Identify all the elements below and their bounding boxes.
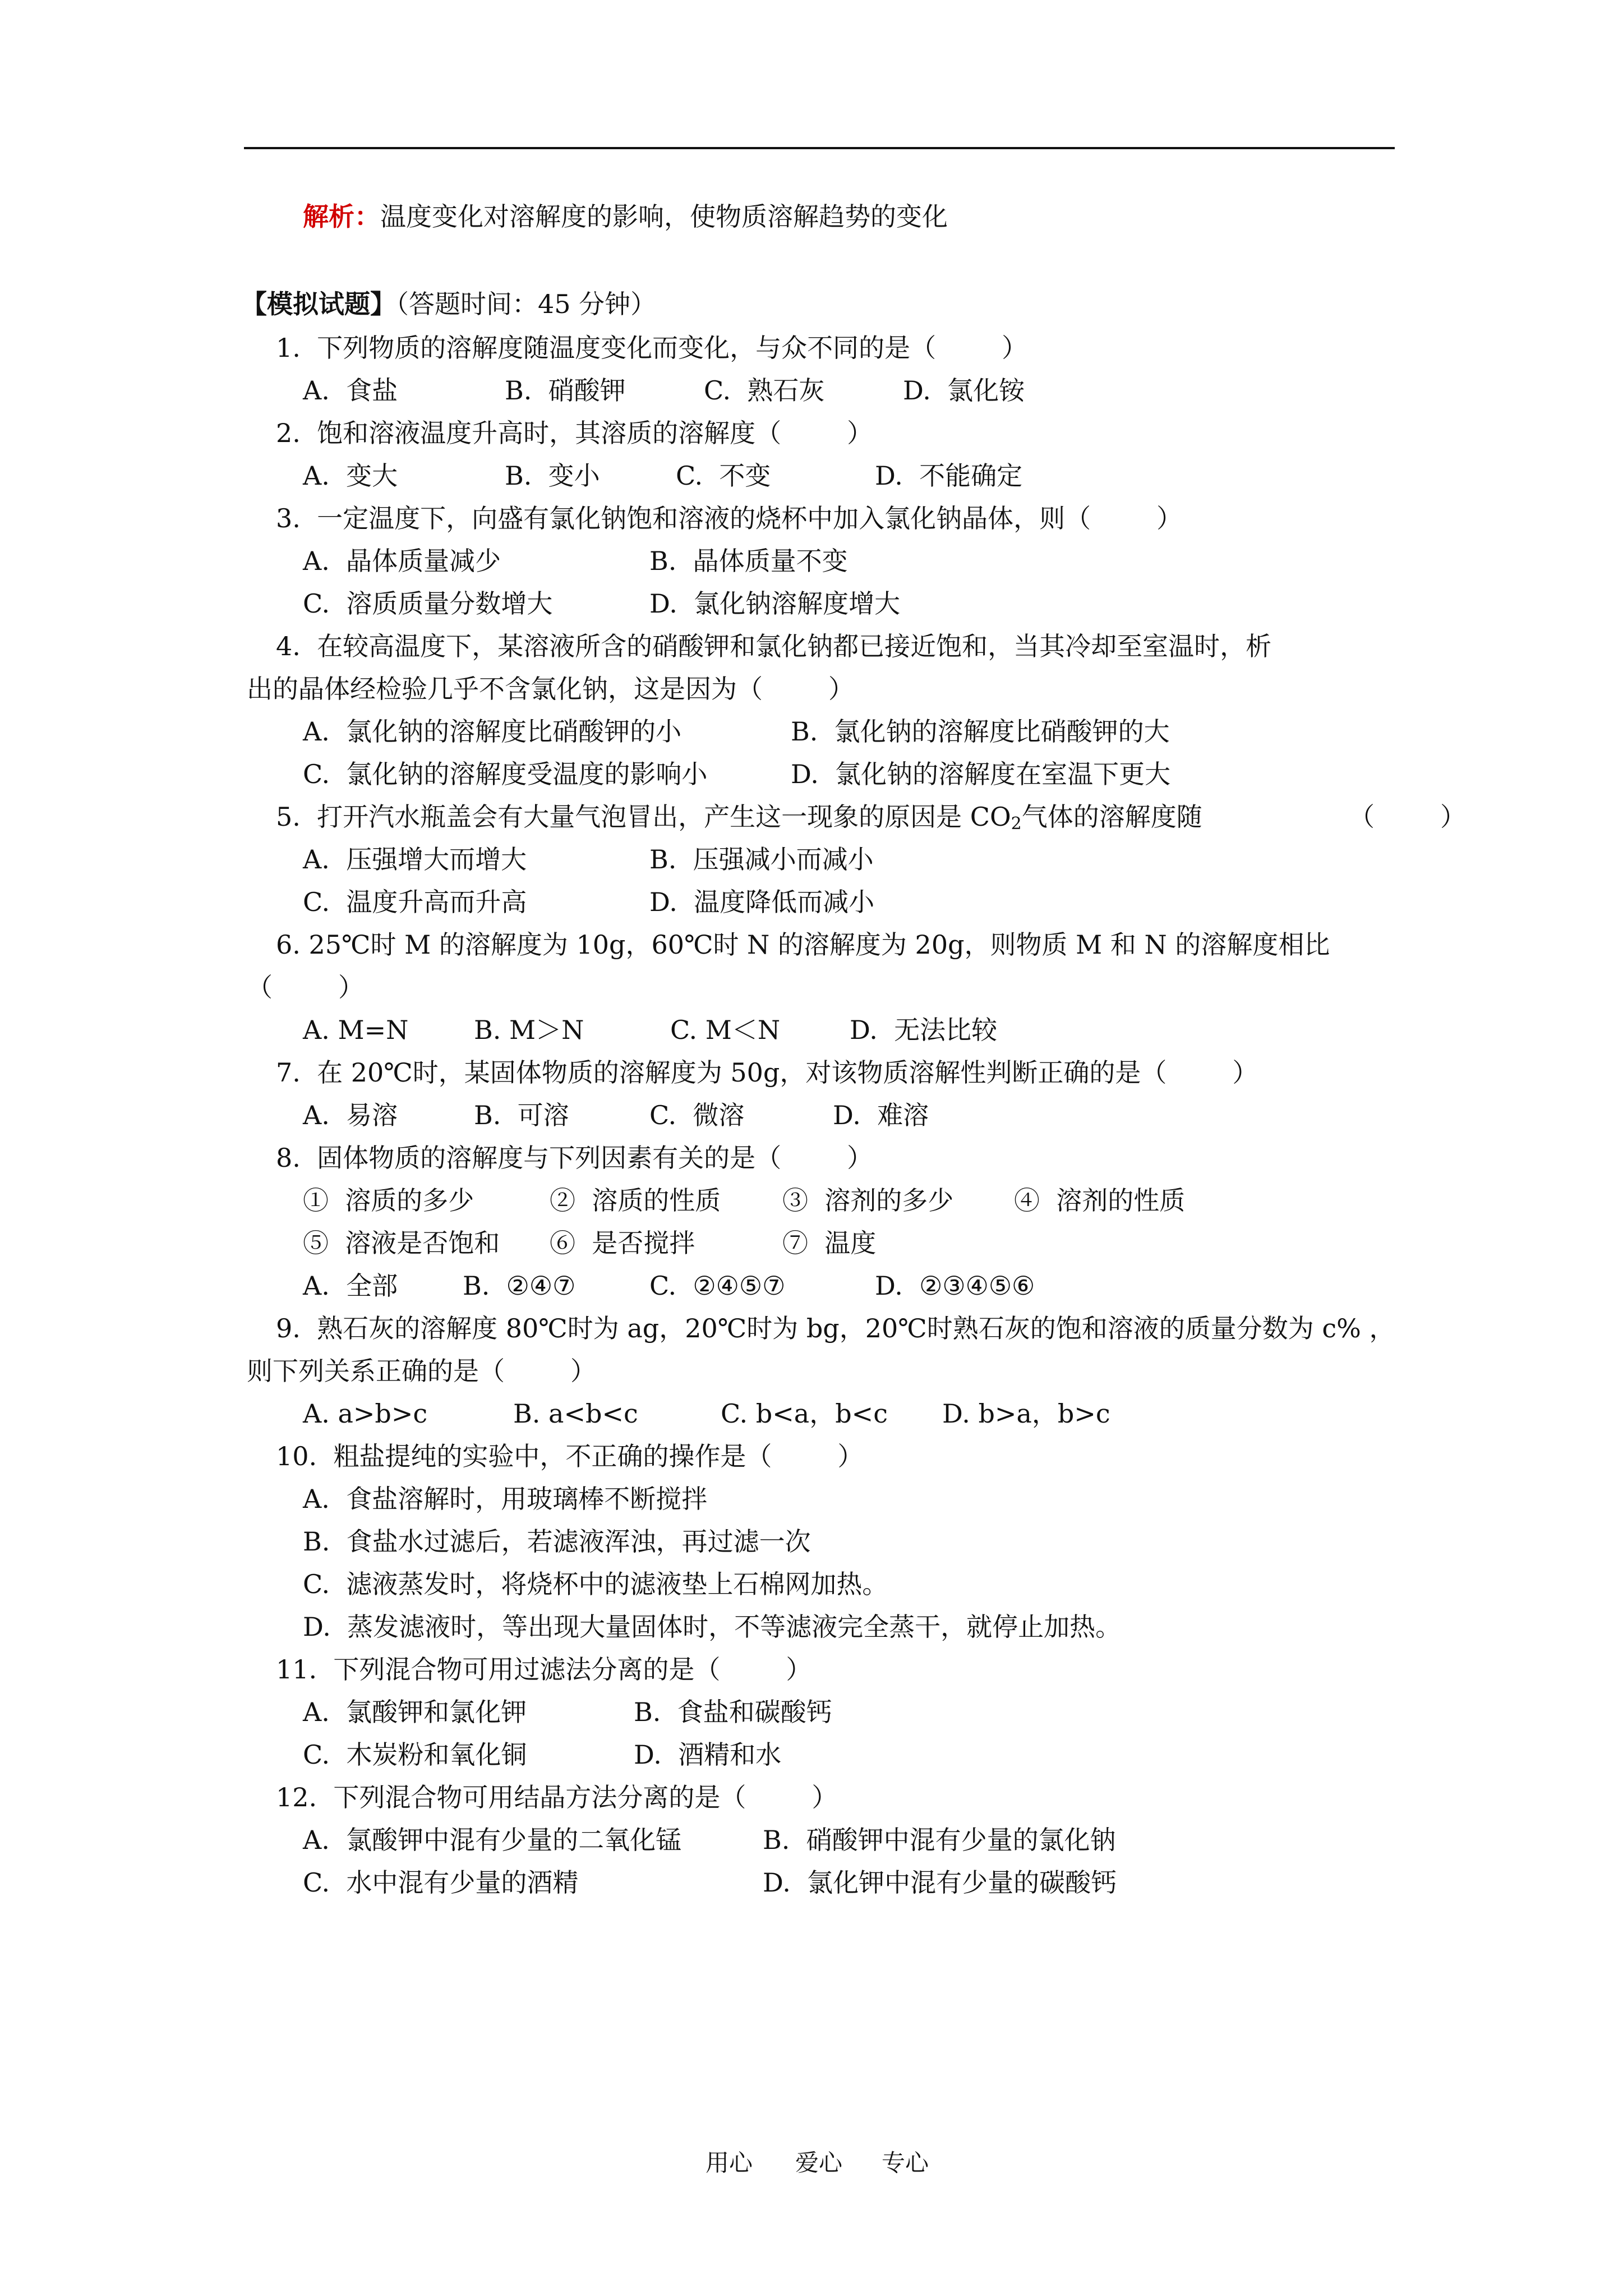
q2-stem: 2. 饱和溶液温度升高时，其溶质的溶解度（ ） (276, 418, 873, 448)
q9-option-a: A. a>b>c (303, 1398, 428, 1429)
q5-option-d: D. 温度降低而减小 (649, 887, 875, 917)
q5-stem (276, 800, 1202, 834)
q6-option-c: C. M＜N (670, 1015, 781, 1045)
q12-option-c: C. 水中混有少量的酒精 (303, 1867, 579, 1898)
q8-factor-7: ⑦ 温度 (782, 1228, 877, 1258)
q3-option-d: D. 氯化钠溶解度增大 (649, 588, 901, 619)
q8-factor-4: ④ 溶剂的性质 (1014, 1185, 1186, 1216)
q12-option-d: D. 氯化钾中混有少量的碳酸钙 (763, 1867, 1117, 1898)
q1-option-b: B. 硝酸钾 (505, 375, 626, 406)
q3-option-c: C. 溶质质量分数增大 (303, 588, 553, 619)
q4-option-c: C. 氯化钠的溶解度受温度的影响小 (303, 759, 708, 789)
q3-option-b: B. 晶体质量不变 (649, 546, 848, 576)
q8-factor-2: ② 溶质的性质 (550, 1185, 721, 1216)
q11-option-a: A. 氯酸钾和氯化钾 (303, 1697, 527, 1727)
q11-option-c: C. 木炭粉和氧化铜 (303, 1740, 527, 1770)
q5-stem-post: 气体的溶解度随 (1021, 802, 1202, 832)
q12-stem: 12. 下列混合物可用结晶方法分离的是（ ） (276, 1782, 838, 1812)
q10-option-c: C. 滤液蒸发时，将烧杯中的滤液垫上石棉网加热。 (303, 1569, 888, 1599)
q7-option-a: A. 易溶 (303, 1100, 398, 1130)
q10-option-a: A. 食盐溶解时，用玻璃棒不断搅拌 (303, 1484, 708, 1514)
analysis-line (303, 200, 948, 233)
q4-stem-line1: 4. 在较高温度下，某溶液所含的硝酸钾和氯化钠都已接近饱和，当其冷却至室温时，析 (276, 631, 1272, 661)
q7-stem: 7. 在 20℃时，某固体物质的溶解度为 50g，对该物质溶解性判断正确的是（ ） (276, 1057, 1258, 1088)
q12-option-b: B. 硝酸钾中混有少量的氯化钠 (763, 1825, 1116, 1855)
q8-factor-3: ③ 溶剂的多少 (782, 1185, 954, 1216)
q8-factor-1: ① 溶质的多少 (303, 1185, 474, 1216)
q5-stem-pre: 5. 打开汽水瓶盖会有大量气泡冒出，产生这一现象的原因是 CO (276, 802, 1011, 832)
q11-stem: 11. 下列混合物可用过滤法分离的是（ ） (276, 1654, 812, 1685)
q2-option-b: B. 变小 (505, 461, 600, 491)
q10-option-d: D. 蒸发滤液时，等出现大量固体时，不等滤液完全蒸干，就停止加热。 (303, 1612, 1122, 1642)
q6-option-a: A. M=N (303, 1015, 409, 1045)
q1-option-d: D. 氯化铵 (903, 375, 1025, 406)
q6-option-d: D. 无法比较 (850, 1015, 998, 1045)
q1-option-c: C. 熟石灰 (704, 375, 825, 406)
q3-option-a: A. 晶体质量减少 (303, 546, 501, 576)
footer-word-1: 用心 (706, 2149, 753, 2177)
q7-option-b: B. 可溶 (474, 1100, 569, 1130)
q8-option-a: A. 全部 (303, 1271, 398, 1301)
q5-option-b: B. 压强减小而减小 (649, 844, 874, 875)
q7-option-c: C. 微溶 (649, 1100, 745, 1130)
q7-option-d: D. 难溶 (833, 1100, 929, 1130)
section-heading (241, 287, 656, 321)
q3-stem: 3. 一定温度下，向盛有氯化钠饱和溶液的烧杯中加入氯化钠晶体，则（ ） (276, 503, 1183, 533)
q1-stem: 1. 下列物质的溶解度随温度变化而变化，与众不同的是（ ） (276, 333, 1028, 363)
q10-option-b: B. 食盐水过滤后，若滤液浑浊，再过滤一次 (303, 1526, 811, 1557)
q5-answer-paren: （ ） (1349, 802, 1466, 832)
q11-option-d: D. 酒精和水 (634, 1740, 782, 1770)
q6-option-b: B. M＞N (474, 1015, 584, 1045)
q5-option-a: A. 压强增大而增大 (303, 844, 527, 875)
q9-option-b: B. a<b<c (513, 1398, 638, 1429)
q8-option-c: C. ②④⑤⑦ (649, 1271, 786, 1301)
q9-stem-line1: 9. 熟石灰的溶解度 80℃时为 ag，20℃时为 bg，20℃时熟石灰的饱和溶液的质量分数为 c% ， (276, 1313, 1395, 1343)
q1-option-a: A. 食盐 (303, 375, 398, 406)
q8-factor-5: ⑤ 溶液是否饱和 (303, 1228, 500, 1258)
q4-option-b: B. 氯化钠的溶解度比硝酸钾的大 (791, 716, 1170, 747)
q5-stem-sub: 2 (1011, 814, 1022, 834)
q4-option-a: A. 氯化钠的溶解度比硝酸钾的小 (303, 716, 682, 747)
footer-word-2: 爱心 (795, 2149, 843, 2177)
q11-option-b: B. 食盐和碳酸钙 (634, 1697, 832, 1727)
header-rule (244, 147, 1395, 149)
q2-option-c: C. 不变 (676, 461, 771, 491)
q12-option-a: A. 氯酸钾中混有少量的二氧化锰 (303, 1825, 682, 1855)
q2-option-d: D. 不能确定 (875, 461, 1023, 491)
q9-option-d: D. b>a，b>c (942, 1398, 1110, 1429)
analysis-text: 温度变化对溶解度的影响，使物质溶解趋势的变化 (380, 201, 948, 232)
q6-stem-line2: （ ） (247, 972, 364, 1002)
section-time-note: （答题时间：45 分钟） (396, 289, 657, 319)
section-title: 【模拟试题】 (241, 289, 396, 319)
analysis-label: 解析： (303, 201, 380, 232)
q4-option-d: D. 氯化钠的溶解度在室温下更大 (791, 759, 1171, 789)
q8-option-d: D. ②③④⑤⑥ (875, 1271, 1035, 1301)
q5-option-c: C. 温度升高而升高 (303, 887, 527, 917)
q8-factor-6: ⑥ 是否搅拌 (550, 1228, 695, 1258)
q8-stem: 8. 固体物质的溶解度与下列因素有关的是（ ） (276, 1143, 873, 1173)
q8-option-b: B. ②④⑦ (463, 1271, 576, 1301)
q2-option-a: A. 变大 (303, 461, 398, 491)
q4-stem-line2: 出的晶体经检验几乎不含氯化钠，这是因为（ ） (247, 674, 854, 704)
q6-stem-line1: 6. 25℃时 M 的溶解度为 10g，60℃时 N 的溶解度为 20g，则物质 M 和 N 的溶解度相比 (276, 930, 1330, 960)
q10-stem: 10. 粗盐提纯的实验中，不正确的操作是（ ） (276, 1441, 864, 1471)
q9-stem-line2: 则下列关系正确的是（ ） (247, 1356, 596, 1386)
q9-option-c: C. b<a，b<c (721, 1398, 888, 1429)
footer-word-3: 专心 (882, 2149, 929, 2177)
